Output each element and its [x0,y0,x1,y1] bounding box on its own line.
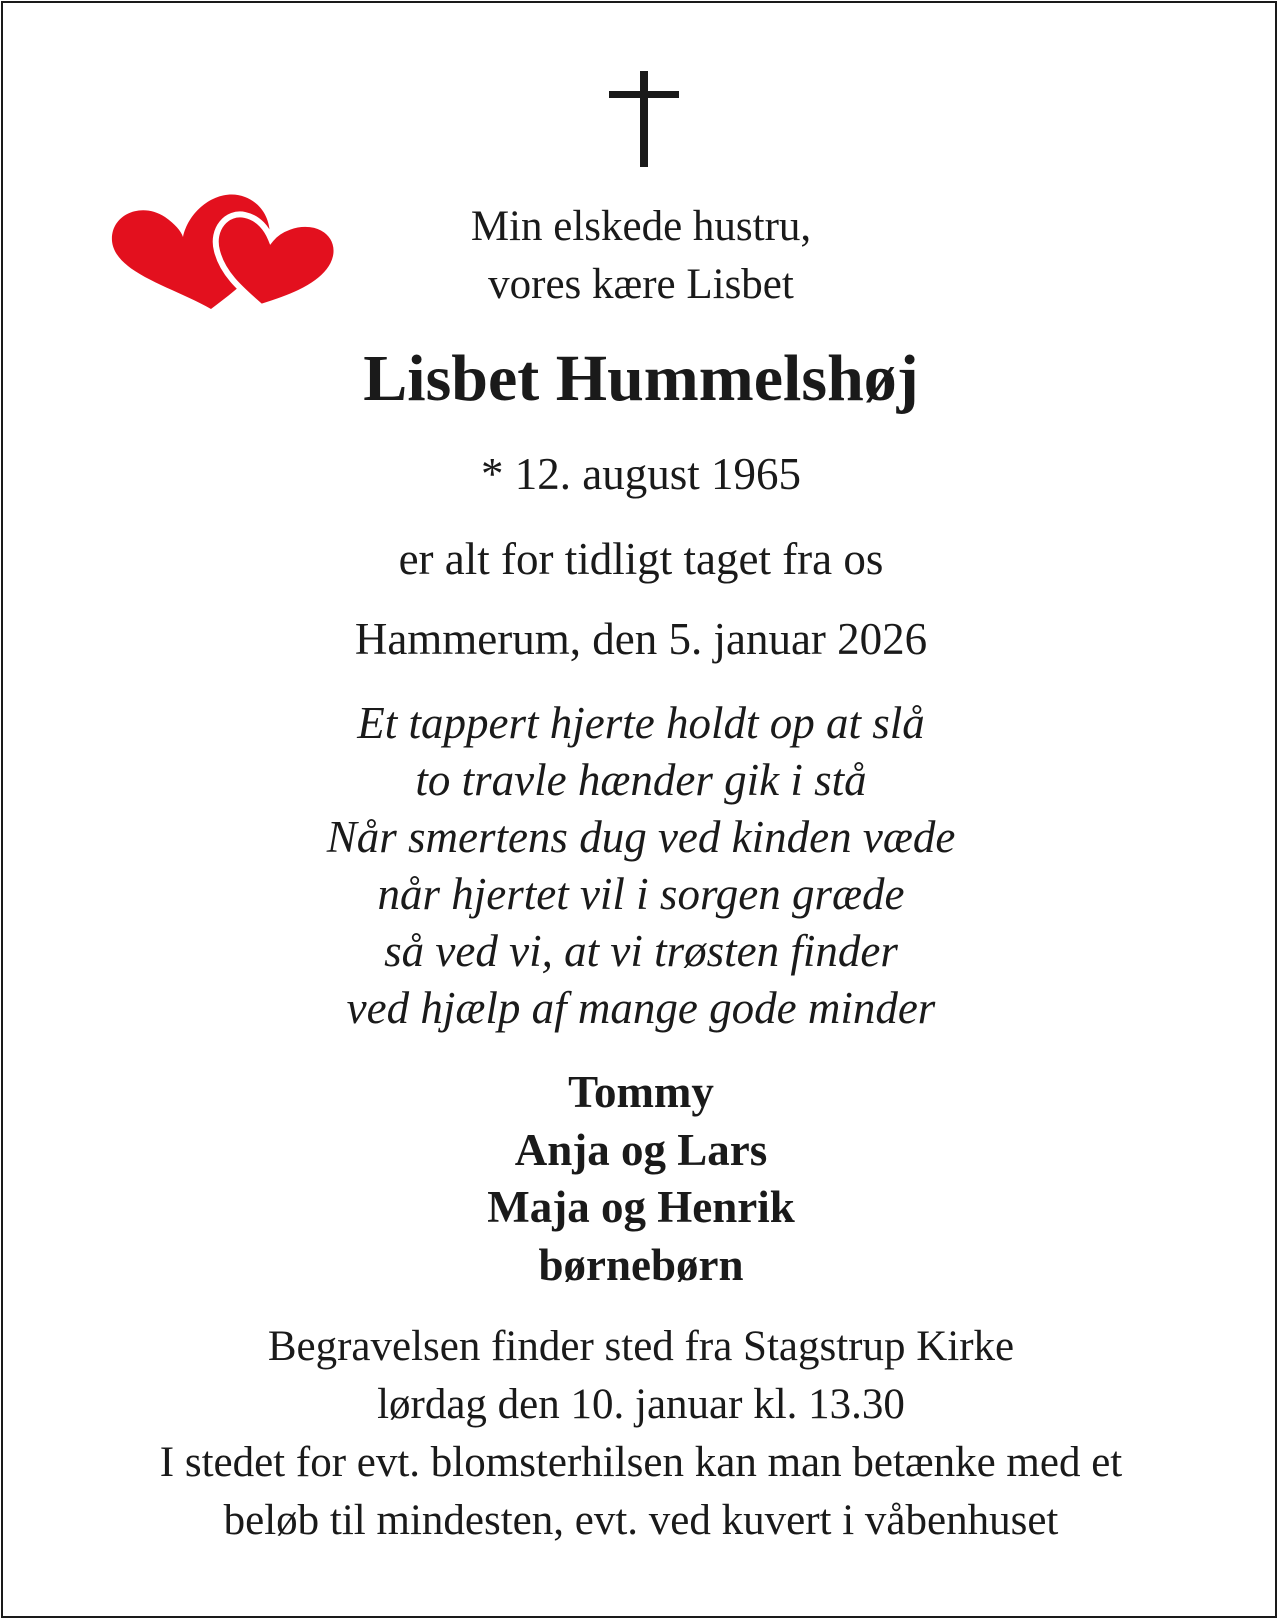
passing-statement: er alt for tidligt taget fra os [398,534,884,584]
poem-line: ved hjælp af mange gode minder [346,983,936,1033]
funeral-info-line: beløb til mindesten, evt. ved kuvert i våbenhuset [223,1497,1059,1544]
signature-name: Anja og Lars [514,1125,768,1175]
poem-line: Når smertens dug ved kinden væde [326,812,956,862]
funeral-info-line: I stedet for evt. blomsterhilsen kan man betænke med et [159,1439,1123,1486]
poem-line: når hjertet vil i sorgen græde [377,869,905,919]
cross-icon [609,71,679,167]
place-and-date-of-death: Hammerum, den 5. januar 2026 [354,614,928,664]
birth-date: * 12. august 1965 [481,449,801,499]
signature-name: Tommy [568,1067,714,1117]
funeral-info-line: lørdag den 10. januar kl. 13.30 [377,1381,905,1428]
signature-name: børnebørn [538,1240,744,1290]
deceased-name: Lisbet Hummelshøj [363,342,919,415]
funeral-info-line: Begravelsen finder sted fra Stagstrup Kirke [267,1323,1015,1370]
poem-line: så ved vi, at vi trøsten finder [384,926,898,976]
poem-line: to travle hænder gik i stå [415,755,867,805]
obituary-frame [1,1,1277,1618]
poem-line: Et tappert hjerte holdt op at slå [357,698,925,748]
signature-name: Maja og Henrik [487,1182,795,1232]
intro-line: vores kære Lisbet [488,261,794,308]
intro-line: Min elskede hustru, [470,203,812,250]
